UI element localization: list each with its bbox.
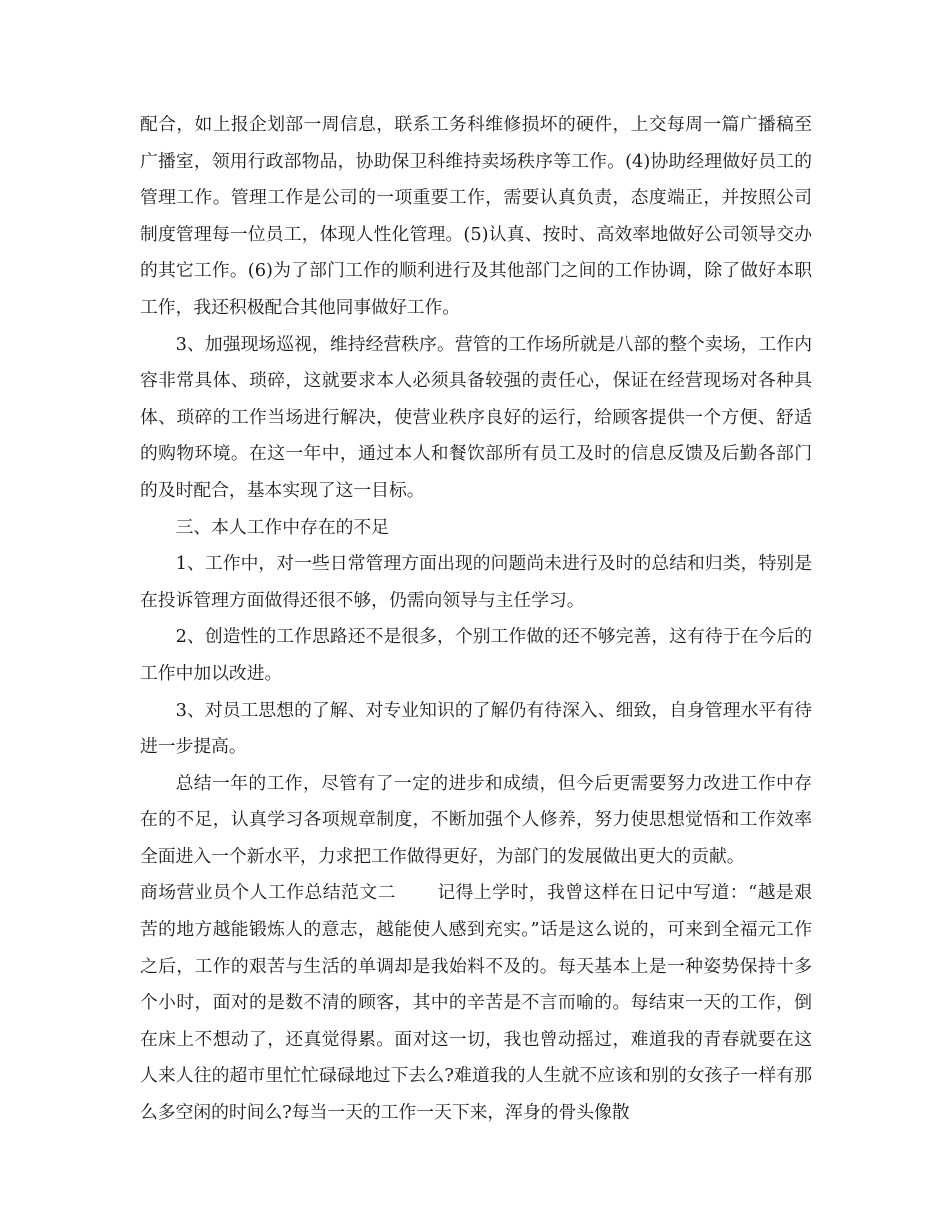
document-body — [140, 107, 812, 1132]
paragraph-duties-continued: 配合，如上报企划部一周信息，联系工务科维修损坏的硬件，上交每周一篇广播稿至广播室，领用行政部物品，协助保卫科维持卖场秩序等工作。(4)协助经理做好员工的管理工作。管理工作是公司的一项重要工作，需要认真负责，态度端正，并按照公司制度管理每一位员工，体现人性化管理。(5)认真、按时、高效率地做好公司领导交办的其它工作。(6)为了部门工作的顺利进行及其他部门之间的工作协调，除了做好本职工作，我还积极配合其他同事做好工作。 — [140, 114, 812, 318]
paragraph-summary: 总结一年的工作，尽管有了一定的进步和成绩，但今后更需要努力改进工作中存在的不足，认真学习各项规章制度，不断加强个人修养，努力使思想觉悟和工作效率全面进入一个新水平，力求把工作做得更好，为部门的发展做出更大的贡献。 — [140, 772, 812, 867]
paragraph-shortcoming-2: 2、创造性的工作思路还不是很多，个别工作做的还不够完善，这有待于在今后的工作中加以改进。 — [140, 626, 812, 684]
section-heading-shortcomings: 三、本人工作中存在的不足 — [175, 516, 389, 538]
paragraph-shortcoming-1: 1、工作中，对一些日常管理方面出现的问题尚未进行及时的总结和归类，特别是在投诉管理方面做得还很不够，仍需向领导与主任学习。 — [140, 553, 812, 611]
paragraph-sample-two — [140, 875, 812, 1131]
sample-two-body: 记得上学时，我曾这样在日记中写道：“越是艰苦的地方越能锻炼人的意志，越能使人感到充实。”话是这么说的，可来到全福元工作之后，工作的艰苦与生活的单调却是我始料不及的。每天基本上是一种姿势保持十多个小时，面对的是数不清的顾客，其中的辛苦是不言而喻的。每结束一天的工作，倒在床上不想动了，还真觉得累。面对这一切，我也曾动摇过，难道我的青春就要在这人来人往的超市里忙忙碌碌地过下去么?难道我的人生就不应该和别的女孩子一样有那么多空闲的时间么?每当一天的工作一天下来，浑身的骨头像散 — [140, 882, 812, 1124]
sample-two-title: 商场营业员个人工作总结范文二 — [140, 882, 396, 904]
paragraph-site-patrol: 3、加强现场巡视，维持经营秩序。营管的工作场所就是八部的整个卖场，工作内容非常具体、琐碎，这就要求本人必须具备较强的责任心，保证在经营现场对各种具体、琐碎的工作当场进行解决，使营业秩序良好的运行，给顾客提供一个方便、舒适的购物环境。在这一年中，通过本人和餐饮部所有员工及时的信息反馈及后勤各部门的及时配合，基本实现了这一目标。 — [140, 333, 812, 501]
paragraph-shortcoming-3: 3、对员工思想的了解、对专业知识的了解仍有待深入、细致，自身管理水平有待进一步提高。 — [140, 699, 812, 758]
